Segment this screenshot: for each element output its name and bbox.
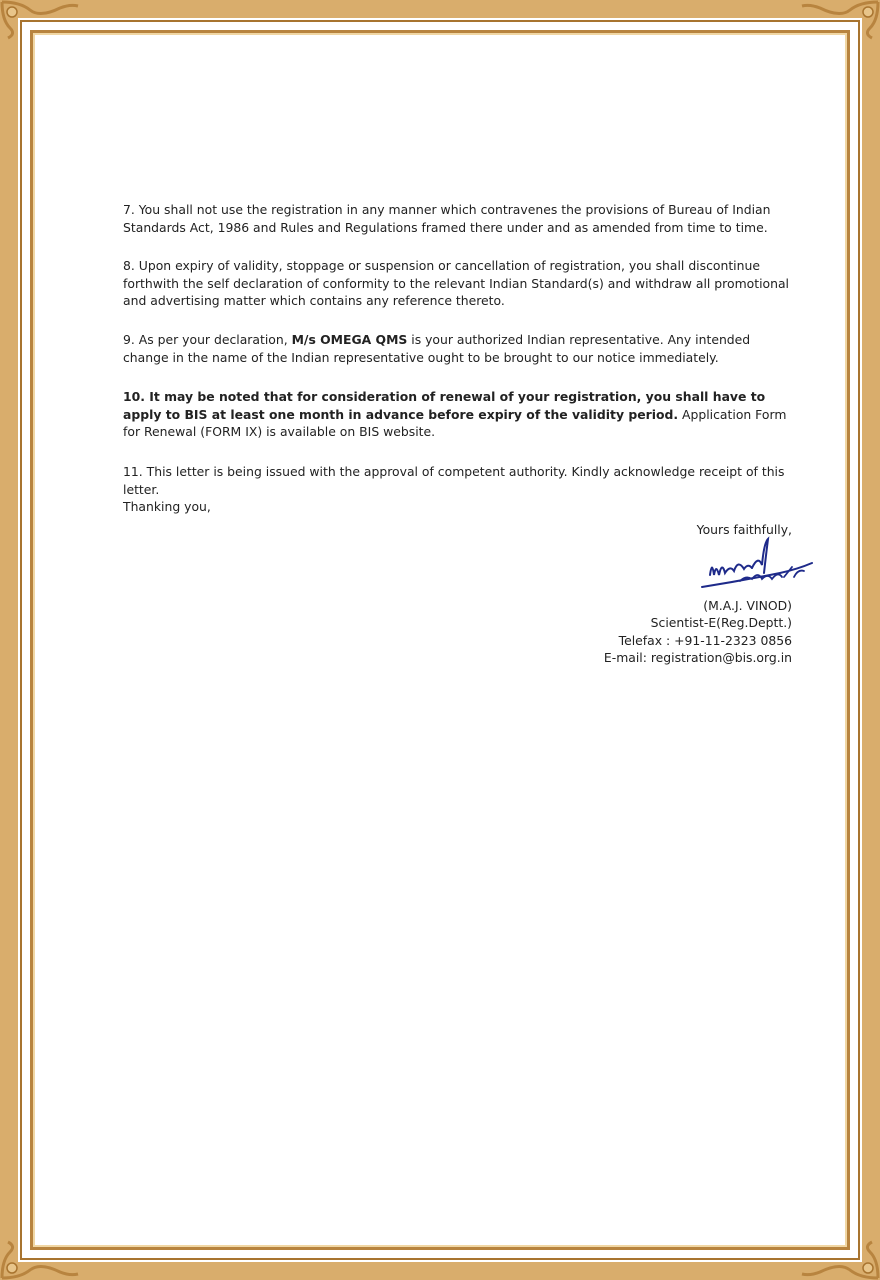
- signatory-name: (M.A.J. VINOD): [703, 597, 792, 613]
- paragraph-11-text: 11. This letter is being issued with the approval of competent authority. Kindly acknowledge receipt of this letter.: [123, 464, 785, 497]
- paragraph-9-rest: is your authorized Indian representative. Any intended change in the name of the Indian representative ought to be brought to our notice immediately.: [123, 332, 751, 365]
- thanking-text: Thanking you,: [123, 499, 211, 514]
- closing-salutation: Yours faithfully,: [696, 522, 792, 537]
- handwritten-signature-icon: [700, 535, 815, 595]
- paragraph-7-text: 7. You shall not use the registration in any manner which contravenes the provisions of Bureau of Indian Standards Act, 1986 and Rules and Regulations framed there under and as amended from time to time.: [123, 202, 771, 235]
- paragraph-9: [123, 331, 795, 366]
- email-address: E-mail: registration@bis.org.in: [603, 650, 792, 666]
- renewal-notice: 10. It may be noted that for consideration of renewal of your registration, you shall have to apply to BIS at least one month in advance before expiry of the validity period.: [123, 389, 766, 422]
- telefax-number: Telefax : +91-11-2323 0856: [618, 632, 792, 648]
- paragraph-10-rest: Application Form for Renewal (FORM IX) is available on BIS website.: [123, 406, 787, 439]
- signatory-designation: Scientist-E(Reg.Deptt.): [650, 615, 792, 631]
- paragraph-10: [123, 388, 795, 441]
- paragraph-7: [123, 201, 795, 236]
- paragraph-8: [123, 257, 795, 310]
- paragraph-11: [123, 463, 795, 498]
- paragraph-8-text: 8. Upon expiry of validity, stoppage or suspension or cancellation of registration, you shall discontinue forthwith the self declaration of conformity to the relevant Indian Standard(s) and withdraw all promotional and advertising matter which contains any reference thereto.: [123, 258, 789, 308]
- thanking-line: [123, 498, 795, 516]
- paragraph-9-intro: 9. As per your declaration,: [123, 332, 292, 347]
- representative-name: M/s OMEGA QMS: [291, 332, 408, 347]
